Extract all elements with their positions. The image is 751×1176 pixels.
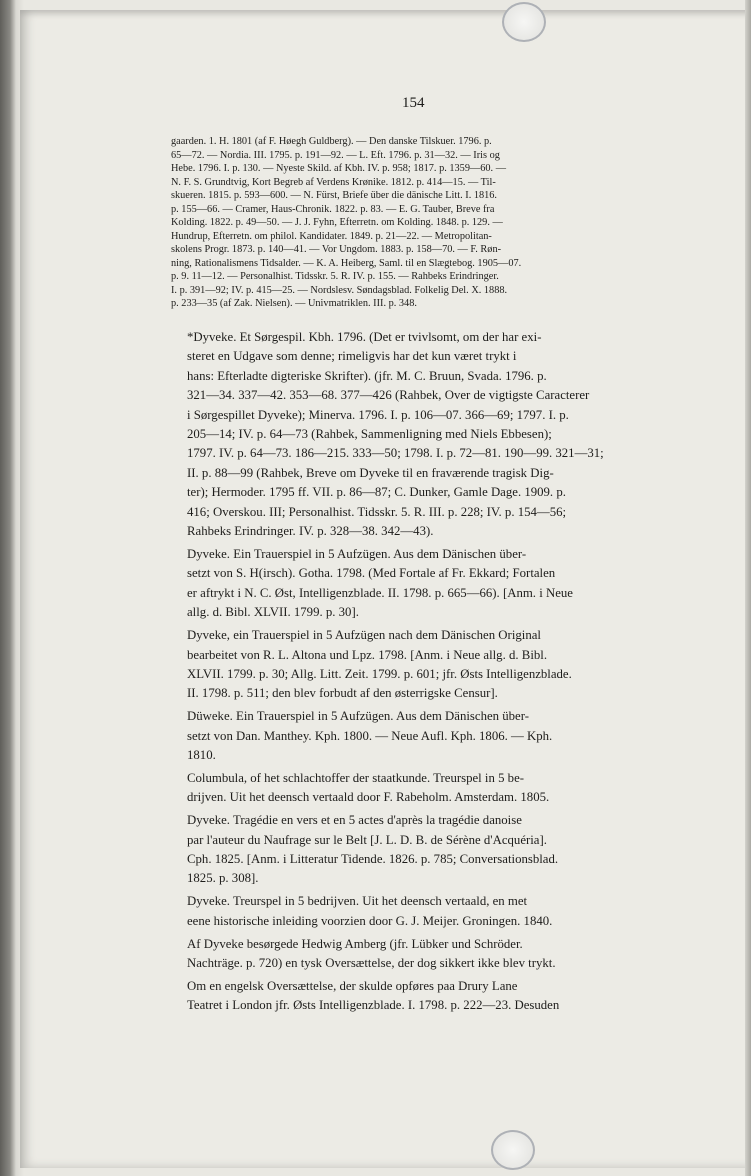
text-line: Kolding. 1822. p. 49—50. — J. J. Fyhn, Efterretn. om Kolding. 1848. p. 129. — (171, 217, 503, 228)
text-line: skueren. 1815. p. 593—600. — N. Fürst, Briefe über die dänische Litt. I. 1816. (171, 190, 498, 201)
entry-amberg (171, 935, 686, 974)
text-line: allg. d. Bibl. XLVII. 1799. p. 30]. (187, 605, 359, 620)
entries (171, 328, 686, 1019)
text-line: Cph. 1825. [Anm. i Litteratur Tidende. 1826. p. 785; Conversationsblad. (187, 852, 559, 867)
text-line: Dyveke. Ein Trauerspiel in 5 Aufzügen. Aus dem Dänischen über- (187, 546, 527, 561)
text-line: Teatret i London jfr. Østs Intelligenzblade. I. 1798. p. 222—23. Desuden (187, 998, 560, 1013)
text-line: bearbeitet von R. L. Altona und Lpz. 1798. [Anm. i Neue allg. d. Bibl. (187, 647, 548, 662)
page-edge (745, 0, 751, 1176)
text-line: XLVII. 1799. p. 30; Allg. Litt. Zeit. 1799. p. 601; jfr. Østs Intelligenzblade. (187, 666, 572, 681)
text-line: er aftrykt i N. C. Øst, Intelligenzblade. II. 1798. p. 665—66). [Anm. i Neue (187, 585, 573, 600)
punch-hole-top (502, 2, 546, 42)
entry-engelsk (171, 977, 686, 1016)
text-line: 1797. IV. p. 64—73. 186—215. 333—50; 1798. I. p. 72—81. 190—99. 321—31; (187, 446, 604, 461)
text-line: I. p. 391—92; IV. p. 415—25. — Nordslesv. Søndagsblad. Folkelig Del. X. 1888. (171, 284, 508, 296)
entry-dyveke-sorgespil (171, 328, 686, 541)
text-line: Columbula, of het schlachtoffer der staatkunde. Treurspel in 5 be- (187, 770, 525, 785)
text-line: ning, Rationalismens Tidsalder. — K. A. Heiberg, Saml. til en Slægtebog. 1905—07. (171, 257, 522, 269)
page-number: 154 (402, 95, 425, 111)
text-line: II. p. 88—99 (Rahbek, Breve om Dyveke til en fraværende tragisk Dig- (187, 465, 554, 480)
text-line: N. F. S. Grundtvig, Kort Begreb af Verdens Krønike. 1812. p. 414—15. — Til- (171, 176, 496, 188)
text-line: 321—34. 337—42. 353—68. 377—426 (Rahbek, Over de vigtigste Caracterer (187, 388, 590, 403)
text-line: eene historische inleiding voorzien door G. J. Meijer. Groningen. 1840. (187, 913, 553, 928)
text-line: 1825. p. 308]. (187, 871, 259, 886)
text-line: Af Dyveke besørgede Hedwig Amberg (jfr. Lübker und Schröder. (187, 936, 523, 951)
text-line: Rahbeks Erindringer. IV. p. 328—38. 342—43). (187, 524, 434, 539)
text-line: Om en engelsk Oversættelse, der skulde opføres paa Drury Lane (187, 979, 518, 993)
text-line: 65—72. — Nordia. III. 1795. p. 191—92. — L. Eft. 1796. p. 31—32. — Iris og (171, 149, 500, 161)
entry-duweke (171, 707, 686, 765)
text-line: steret en Udgave som denne; rimeligvis har det kun været trykt i (187, 349, 517, 364)
text-line: 205—14; IV. p. 64—73 (Rahbek, Sammenligning med Niels Ebbesen); (187, 427, 552, 442)
text-line: gaarden. 1. H. 1801 (af F. Høegh Guldberg). — Den danske Tilskuer. 1796. p. (171, 136, 492, 147)
entry-dyveke-gotha (171, 545, 686, 623)
text-line: Nachträge. p. 720) en tysk Oversættelse, der dog sikkert ikke blev trykt. (187, 956, 556, 971)
text-line: 1810. (187, 748, 216, 763)
text-line: Hundrup, Efterretn. om philol. Kandidater. 1849. p. 21—22. — Metropolitan- (171, 230, 492, 242)
bibliography-continuation (171, 135, 686, 311)
text-line: drijven. Uit het deensch vertaald door F. Rabeholm. Amsterdam. 1805. (187, 790, 550, 805)
text-line: Dyveke, ein Trauerspiel in 5 Aufzügen nach dem Dänischen Original (187, 628, 541, 643)
text-line: II. 1798. p. 511; den blev forbudt af den østerrigske Censur]. (187, 686, 498, 701)
text-line: *Dyveke. Et Sørgespil. Kbh. 1796. (Det er tvivlsomt, om der har exi- (187, 330, 542, 344)
text-line: setzt von Dan. Manthey. Kph. 1800. — Neue Aufl. Kph. 1806. — Kph. (187, 728, 553, 743)
entry-dyveke-treurspel (171, 892, 686, 931)
text-line: 416; Overskou. III; Personalhist. Tidsskr. 5. R. III. p. 228; IV. p. 154—56; (187, 504, 567, 519)
text-line: Dyveke. Tragédie en vers et en 5 actes d'après la tragédie danoise (187, 813, 522, 828)
text-line: Dyveke. Treurspel in 5 bedrijven. Uit het deensch vertaald, en met (187, 894, 528, 909)
text-line: p. 155—66. — Cramer, Haus-Chronik. 1822. p. 83. — E. G. Tauber, Breve fra (171, 203, 495, 215)
entry-dyveke-tragedie (171, 811, 686, 889)
text-line: hans: Efterladte digteriske Skrifter). (jfr. M. C. Bruun, Svada. 1796. p. (187, 368, 547, 383)
text-line: par l'auteur du Naufrage sur le Belt [J. L. D. B. de Sérène d'Acquéria]. (187, 832, 547, 847)
text-line: Hebe. 1796. I. p. 130. — Nyeste Skild. af Kbh. IV. p. 958; 1817. p. 1359—60. — (171, 163, 507, 174)
entry-dyveke-altona (171, 626, 686, 704)
text-line: i Sørgespillet Dyveke); Minerva. 1796. I. p. 106—07. 366—69; 1797. I. p. (187, 407, 569, 422)
punch-hole-bottom (491, 1130, 535, 1170)
text-line: p. 9. 11—12. — Personalhist. Tidsskr. 5. R. IV. p. 155. — Rahbeks Erindringer. (171, 271, 499, 282)
text-line: p. 233—35 (af Zak. Nielsen). — Univmatriklen. III. p. 348. (171, 298, 417, 309)
entry-columbula (171, 769, 686, 808)
text-line: Düweke. Ein Trauerspiel in 5 Aufzügen. Aus dem Dänischen über- (187, 709, 529, 724)
text-line: setzt von S. H(irsch). Gotha. 1798. (Med Fortale af Fr. Ekkard; Fortalen (187, 566, 556, 581)
text-line: ter); Hermoder. 1795 ff. VII. p. 86—87; C. Dunker, Gamle Dage. 1909. p. (187, 485, 566, 500)
text-line: skolens Progr. 1873. p. 140—41. — Vor Ungdom. 1883. p. 158—70. — F. Røn- (171, 244, 502, 255)
